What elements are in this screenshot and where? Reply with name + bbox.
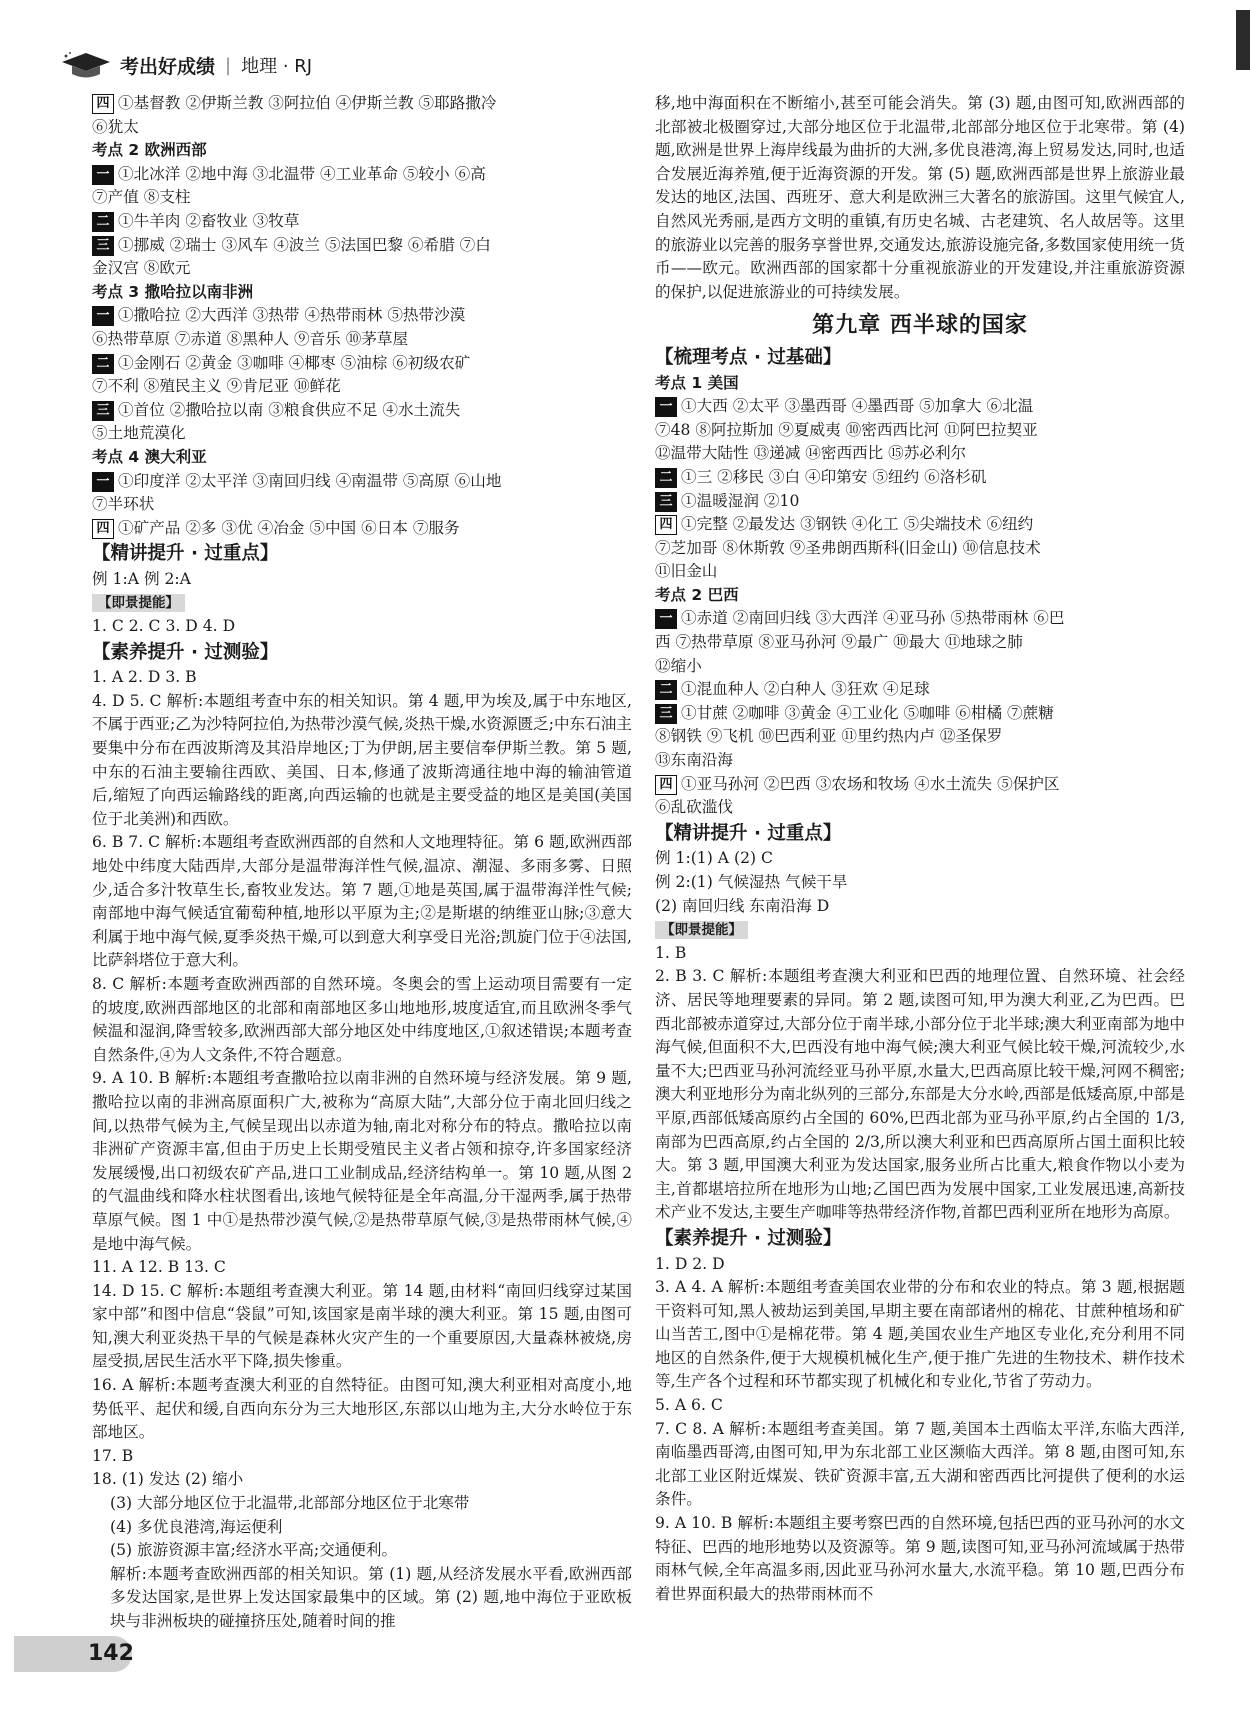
section-heading: 【素养提升 · 过测验】 bbox=[655, 1227, 842, 1249]
item-number-badge: 二 bbox=[655, 680, 677, 700]
item-number-badge: 一 bbox=[655, 397, 677, 417]
answer-line bbox=[92, 210, 632, 234]
answer-text: ①赤道 ②南回归线 ③大西洋 ④亚马孙 ⑤热带雨林 ⑥巴 bbox=[681, 609, 1065, 628]
explanation-paragraph: 3. A 4. A 解析:本题组考查美国农业带的分布和农业的特点。第 3 题,根据题干资料可知,黑人被劫运到美国,早期主要在南部诸州的棉花、甘蔗种植场和矿山当苦工,图中①是棉花带。第 4 题,美国农业生产地区专业化,充分利用不同地区的自然条件,便于大规模机械化生产,便于推广先进的生物技术、耕作技术等,生产各个过程和环节都实现了机械化和专业化,节省了劳动力。 bbox=[655, 1278, 1185, 1391]
explanation-paragraph: 9. A 10. B 解析:本题组考查撒哈拉以南非洲的自然环境与经济发展。第 9 题,撒哈拉以南的非洲高原面积广大,被称为“高原大陆”,大部分位于南北回归线之间,以热带气候为主,气候呈现出以赤道为轴,南北对称分布的特点。撒哈拉以南非洲矿产资源丰富,但由于历史上长期受殖民主义者占领和掠夺,许多国家经济发展缓慢,出口初级农矿产品,进口工业制成品,经济结构单一。第 10 题,从图 2 的气温曲线和降水柱状图看出,该地气候特征是全年高温,分干湿两季,属于热带草原气候。图 1 中①是热带沙漠气候,②是热带草原气候,③是热带雨林气候,④是地中海气候。 bbox=[92, 1069, 632, 1253]
answer-subitem: (3) 大部分地区位于北温带,北部部分地区位于北寒带 bbox=[110, 1494, 470, 1513]
answer-continuation: ⑫温带大陆性 ⑬递减 ⑭密西西比 ⑮苏必利尔 bbox=[655, 444, 967, 463]
answer-line: 1. C 2. C 3. D 4. D bbox=[92, 617, 236, 636]
section-heading: 【精讲提升 · 过重点】 bbox=[92, 543, 279, 565]
answer-line: 5. A 6. C bbox=[655, 1396, 723, 1415]
answer-line bbox=[92, 470, 632, 494]
page-header bbox=[60, 48, 312, 82]
left-column bbox=[92, 92, 632, 1634]
answer-line bbox=[655, 466, 1185, 490]
page-number: 142 bbox=[14, 1636, 132, 1672]
exam-point-heading: 考点 4 澳大利亚 bbox=[92, 447, 207, 466]
answer-text: ①北冰洋 ②地中海 ③北温带 ④工业革命 ⑤较小 ⑥高 bbox=[118, 164, 486, 183]
answer-line bbox=[655, 702, 1185, 726]
answer-line bbox=[655, 607, 1185, 631]
answer-line bbox=[655, 678, 1185, 702]
graduation-cap-icon bbox=[60, 50, 112, 80]
answer-line bbox=[655, 773, 1185, 797]
answer-text: ①牛羊肉 ②畜牧业 ③牧草 bbox=[118, 211, 300, 230]
item-number-badge: 三 bbox=[655, 704, 677, 724]
item-number-badge: 三 bbox=[655, 492, 677, 512]
item-number-badge: 四 bbox=[92, 94, 114, 114]
answer-line bbox=[655, 490, 1185, 514]
answer-continuation: ⑤土地荒漠化 bbox=[92, 424, 186, 443]
item-number-badge: 四 bbox=[92, 519, 114, 539]
subject-label: 地理 · RJ bbox=[241, 56, 313, 77]
item-number-badge: 一 bbox=[655, 609, 677, 629]
item-number-badge: 四 bbox=[655, 515, 677, 535]
explanation-paragraph: 7. C 8. A 解析:本题组考查美国。第 7 题,美国本土西临太平洋,东临大西洋,南临墨西哥湾,由图可知,甲为东北部工业区濒临大西洋。第 8 题,由图可知,东北部工业区附近煤炭、铁矿资源丰富,五大湖和密西西比河提供了便利的水运条件。 bbox=[655, 1419, 1185, 1509]
answer-text: ①大西 ②太平 ③墨西哥 ④墨西哥 ⑤加拿大 ⑥北温 bbox=[681, 397, 1034, 416]
answer-subitem: (4) 多优良港湾,海运便利 bbox=[110, 1517, 283, 1536]
answer-text: ①三 ②移民 ③白 ④印第安 ⑤纽约 ⑥洛杉矶 bbox=[681, 467, 987, 486]
item-number-badge: 二 bbox=[655, 468, 677, 488]
answer-line: 18. (1) 发达 (2) 缩小 bbox=[92, 1470, 244, 1489]
answer-line bbox=[655, 513, 1185, 537]
answer-line bbox=[92, 234, 632, 258]
answer-line: 例 1:(1) A (2) C bbox=[655, 849, 773, 868]
item-number-badge: 三 bbox=[92, 236, 114, 256]
item-number-badge: 二 bbox=[92, 212, 114, 232]
item-number-badge: 一 bbox=[92, 165, 114, 185]
answer-text: ①印度洋 ②太平洋 ③南回归线 ④南温带 ⑤高原 ⑥山地 bbox=[118, 471, 502, 490]
subsection-label: 【即景提能】 bbox=[655, 921, 748, 939]
answer-continuation: ⑥犹太 bbox=[92, 117, 139, 136]
answer-line: (2) 南回归线 东南沿海 D bbox=[655, 896, 830, 915]
subsection-wrapper bbox=[655, 918, 1185, 942]
explanation-paragraph: 9. A 10. B 解析:本题组主要考察巴西的自然环境,包括巴西的亚马孙河的水文特征、巴西的地形地势以及资源等。第 9 题,读图可知,亚马孙河流域属于热带雨林气候,全年高温多雨,因此亚马孙河水量大,水流平稳。第 10 题,巴西分布着世界面积最大的热带雨林而不 bbox=[655, 1514, 1185, 1603]
answer-line bbox=[92, 352, 632, 376]
exam-point-heading: 考点 2 巴西 bbox=[655, 585, 739, 604]
answer-text: ①撒哈拉 ②大西洋 ③热带 ④热带雨林 ⑤热带沙漠 bbox=[118, 306, 466, 325]
answer-text: ①基督教 ②伊斯兰教 ③阿拉伯 ④伊斯兰教 ⑤耶路撒冷 bbox=[118, 94, 497, 112]
chapter-title: 第九章 西半球的国家 bbox=[812, 313, 1028, 339]
answer-line: 11. A 12. B 13. C bbox=[92, 1258, 226, 1277]
section-heading: 【梳理考点 · 过基础】 bbox=[655, 346, 842, 368]
explanation-paragraph: 移,地中海面积在不断缩小,甚至可能会消失。第 (3) 题,由图可知,欧洲西部的北部被北极圈穿过,大部分地区位于北温带,北部部分地区位于北寒带。第 (4) 题,欧洲是世界上海岸线最为曲折的大洲,多优良港湾,海上贸易发达,同时,也适合发展近海养殖,便于近海资源的开发。第 (5) 题,欧洲西部是世界上旅游业最发达的地区,法国、西班牙、意大利是欧洲三大著名的旅游国。这里气候宜人,自然风光秀丽,是西方文明的重镇,有历史名城、古老建筑、名人故居等。这里的旅游业以完善的服务享誉世界,交通发达,旅游设施完备,多数国家使用统一货币——欧元。欧洲西部的国家都十分重视旅游业的开发建设,并注重旅游资源的保护,以促进旅游业的可持续发展。 bbox=[655, 94, 1185, 301]
answer-line: 17. B bbox=[92, 1446, 134, 1465]
item-number-badge: 一 bbox=[92, 306, 114, 326]
answer-text: ①亚马孙河 ②巴西 ③农场和牧场 ④水土流失 ⑤保护区 bbox=[681, 774, 1060, 793]
explanation-paragraph: 6. B 7. C 解析:本题组考查欧洲西部的自然和人文地理特征。第 6 题,欧洲西部地处中纬度大陆西岸,大部分是温带海洋性气候,温凉、潮湿、多雨多雾、日照少,适合多汁牧草生长,畜牧业发达。第 7 题,①地是英国,属于温带海洋性气候;南部地中海气候适宜葡萄种植,地形以平原为主;②是斯堪的纳维亚山脉;③意大利属于地中海气候,夏季炎热干燥,可以到意大利享受日光浴;凯旋门位于④法国,比萨斜塔位于意大利。 bbox=[92, 833, 632, 970]
item-number-badge: 四 bbox=[655, 775, 677, 795]
answer-continuation: 金汉宫 ⑧欧元 bbox=[92, 259, 191, 278]
answer-continuation: ⑬东南沿海 bbox=[655, 751, 733, 770]
header-separator: | bbox=[225, 54, 232, 76]
explanation-paragraph: 14. D 15. C 解析:本题组考查澳大利亚。第 14 题,由材料“南回归线穿过某国家中部”和图中信息“袋鼠”可知,该国家是南半球的澳大利亚。第 15 题,由图可知,澳大利亚炎热干旱的气候是森林火灾产生的一个重要原因,大量森林被烧,房屋受损,居民生活水平下降,损失惨重。 bbox=[92, 1281, 632, 1371]
answer-continuation: ⑥乱砍滥伐 bbox=[655, 798, 733, 817]
answer-continuation: ⑦48 ⑧阿拉斯加 ⑨夏威夷 ⑩密西西比河 ⑪阿巴拉契亚 bbox=[655, 420, 1038, 439]
section-heading: 【精讲提升 · 过重点】 bbox=[655, 822, 842, 844]
answer-continuation: ⑦芝加哥 ⑧休斯敦 ⑨圣弗朗西斯科(旧金山) ⑩信息技术 bbox=[655, 538, 1041, 557]
answer-line bbox=[92, 163, 632, 187]
answer-text: ①温暖湿润 ②10 bbox=[681, 491, 800, 510]
answer-continuation: ⑧钢铁 ⑨飞机 ⑩巴西利亚 ⑪里约热内卢 ⑫圣保罗 bbox=[655, 727, 1003, 746]
explanation-paragraph: 4. D 5. C 解析:本题组考查中东的相关知识。第 4 题,甲为埃及,属于中东地区,不属于西亚;乙为沙特阿拉伯,为热带沙漠气候,炎热干燥,水资源匮乏;中东石油主要集中分布在西波斯湾及其沿岸地区;丁为伊朗,居主要信奉伊斯兰教。第 5 题,中东的石油主要输往西欧、美国、日本,修通了波斯湾通往地中海的输油管道后,缩短了向西运输路线的距离,向西运输的也就是主要受益的地区是美国(美国位于北美洲)和西欧。 bbox=[92, 691, 632, 828]
answer-line bbox=[92, 517, 632, 541]
answer-continuation: ⑪旧金山 bbox=[655, 562, 718, 581]
answer-continuation: 西 ⑦热带草原 ⑧亚马孙河 ⑨最广 ⑩最大 ⑪地球之肺 bbox=[655, 633, 1023, 652]
answer-line: 例 2:(1) 气候湿热 气候干旱 bbox=[655, 873, 848, 891]
explanation-paragraph: 16. A 解析:本题考查澳大利亚的自然特征。由图可知,澳大利亚相对高度小,地势低平、起伏和缓,自西向东分为三大地形区,东部以山地为主,大分水岭位于东部地区。 bbox=[92, 1376, 632, 1442]
answer-text: ①金刚石 ②黄金 ③咖啡 ④椰枣 ⑤油棕 ⑥初级农矿 bbox=[118, 353, 471, 372]
answer-line bbox=[92, 304, 632, 328]
subsection-wrapper bbox=[92, 591, 632, 615]
exam-point-heading: 考点 2 欧洲西部 bbox=[92, 141, 207, 160]
answer-line: 例 1:A 例 2:A bbox=[92, 569, 191, 588]
answer-text: ①甘蔗 ②咖啡 ③黄金 ④工业化 ⑤咖啡 ⑥柑橘 ⑦蔗糖 bbox=[681, 703, 1054, 722]
exam-point-heading: 考点 1 美国 bbox=[655, 373, 739, 392]
answer-line bbox=[92, 92, 632, 116]
answer-text: ①完整 ②最发达 ③钢铁 ④化工 ⑤尖端技术 ⑥纽约 bbox=[681, 515, 1034, 534]
item-number-badge: 三 bbox=[92, 401, 114, 421]
exam-point-heading: 考点 3 撒哈拉以南非洲 bbox=[92, 282, 254, 301]
answer-continuation: ⑥热带草原 ⑦赤道 ⑧黑种人 ⑨音乐 ⑩茅草屋 bbox=[92, 329, 409, 348]
answer-line bbox=[92, 399, 632, 423]
answer-line bbox=[655, 395, 1185, 419]
page-crease bbox=[1236, 10, 1250, 70]
answer-text: ①首位 ②撒哈拉以南 ③粮食供应不足 ④水土流失 bbox=[118, 400, 461, 419]
answer-continuation: ⑫缩小 bbox=[655, 656, 702, 675]
item-number-badge: 二 bbox=[92, 354, 114, 374]
answer-text: ①矿产品 ②多 ③优 ④冶金 ⑤中国 ⑥日本 ⑦服务 bbox=[118, 518, 460, 537]
answer-continuation: ⑦产值 ⑧支柱 bbox=[92, 188, 191, 207]
brand-title: 考出好成绩 bbox=[120, 55, 216, 78]
subsection-label: 【即景提能】 bbox=[92, 594, 185, 612]
answer-line: 1. A 2. D 3. B bbox=[92, 668, 197, 687]
item-number-badge: 一 bbox=[92, 472, 114, 492]
answer-line: 1. B bbox=[655, 943, 687, 962]
explanation-paragraph: 8. C 解析:本题考查欧洲西部的自然环境。冬奥会的雪上运动项目需要有一定的坡度,欧洲西部地区的北部和南部地区多山地地形,坡度适宜,而且欧洲冬季气候温和湿润,降雪较多,欧洲西部大部分地区处中纬度地区,①叙述错误;本题考查自然条件,④为人文条件,不符合题意。 bbox=[92, 974, 632, 1064]
answer-continuation: ⑦半环状 bbox=[92, 495, 155, 514]
answer-text: ①挪威 ②瑞士 ③风车 ④波兰 ⑤法国巴黎 ⑥希腊 ⑦白 bbox=[118, 235, 491, 254]
explanation-paragraph: 2. B 3. C 解析:本题组考查澳大利亚和巴西的地理位置、自然环境、社会经济、居民等地理要素的异同。第 2 题,读图可知,甲为澳大利亚,乙为巴西。巴西北部被赤道穿过,大部分位于南半球,小部分位于北半球;澳大利亚南部为地中海气候,但面积不大,巴西没有地中海气候;澳大利亚气候比较干燥,河流较少,水量不大;巴西亚马孙河流经亚马孙平原,水量大,巴西高原比较干燥,河网不稠密;澳大利亚地形分为南北纵列的三部分,东部是大分水岭,西部是低矮高原,中部是平原,西部低矮高原约占全国的 60%,巴西北部为亚马孙平原,约占全国的 1/3,南部为巴西高原,约占全国的 2/3,所以澳大利亚和巴西高原所占国土面积比较大。第 3 题,甲国澳大利亚为发达国家,服务业所占比重大,粮食作物以小麦为主,首都堪培拉所在地形为山地;乙国巴西为发展中国家,工业发展迅速,高新技术产业不发达,主要生产咖啡等热带经济作物,首都巴西利亚所在地形为高原。 bbox=[655, 967, 1185, 1222]
section-heading: 【素养提升 · 过测验】 bbox=[92, 641, 279, 663]
answer-subitem: (5) 旅游资源丰富;经济水平高;交通便利。 bbox=[110, 1541, 398, 1560]
explanation-paragraph: 解析:本题考查欧洲西部的相关知识。第 (1) 题,从经济发展水平看,欧洲西部多发达国家,是世界上发达国家最集中的区域。第 (2) 题,地中海位于亚欧板块与非洲板块的碰撞挤压处,随着时间的推 bbox=[110, 1564, 632, 1630]
answer-continuation: ⑦不利 ⑧殖民主义 ⑨肯尼亚 ⑩鲜花 bbox=[92, 377, 341, 396]
answer-line: 1. D 2. D bbox=[655, 1254, 725, 1273]
answer-text: ①混血种人 ②白种人 ③狂欢 ④足球 bbox=[681, 680, 930, 699]
right-column bbox=[655, 92, 1185, 1606]
